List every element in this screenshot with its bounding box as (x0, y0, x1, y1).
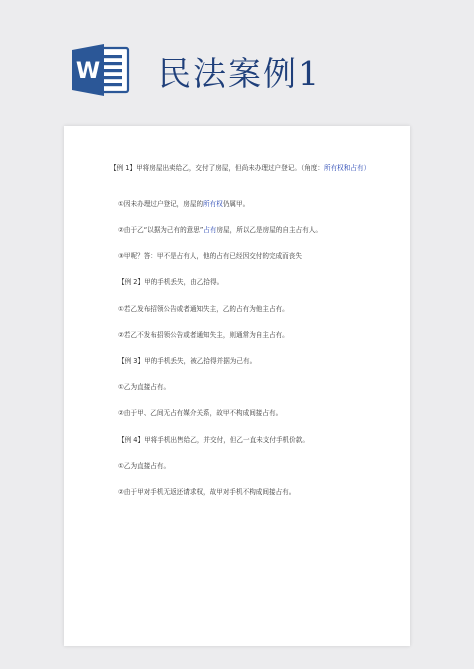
word-logo-letter: W (75, 59, 101, 84)
paragraph: ①乙为直接占有。 (118, 462, 171, 470)
paragraph: 【例 3】甲的手机丢失，被乙拾得并据为己有。 (118, 357, 257, 365)
paragraph: ②由于乙“以据为己有的意思”占有房屋，所以乙是房屋的自主占有人。 (118, 226, 322, 234)
page-header (0, 0, 474, 120)
document-title: 民法案例1 (158, 54, 321, 93)
paragraph: ②若乙不发布招领公告或者通知失主，则通常为自主占有。 (118, 331, 289, 339)
paragraph: ①乙为直接占有。 (118, 383, 171, 391)
document-page (64, 126, 410, 646)
word-icon (72, 42, 130, 98)
paragraph: 【例 2】甲的手机丢失，由乙拾得。 (118, 278, 224, 286)
paragraph: 【例 4】甲将手机出售给乙，并交付，但乙一直未支付手机价款。 (118, 436, 309, 444)
paragraph: ③甲呢？答：甲不是占有人，他的占有已经因交付的完成而丧失 (118, 252, 302, 260)
paragraph: ①因未办理过户登记，房屋的所有权仍属甲。 (118, 200, 250, 208)
paragraph: ②由于甲、乙间无占有媒介关系，故甲不构成间接占有。 (118, 409, 283, 417)
paragraph: ②由于甲对手机无返还请求权，故甲对手机不构成间接占有。 (118, 488, 296, 496)
paragraph: 【例 1】甲将房屋出卖给乙，交付了房屋，但尚未办理过户登记。（角度：所有权和占有） (110, 164, 371, 172)
paragraph: ①若乙发布招领公告或者通知失主，乙的占有为他主占有。 (118, 305, 289, 313)
